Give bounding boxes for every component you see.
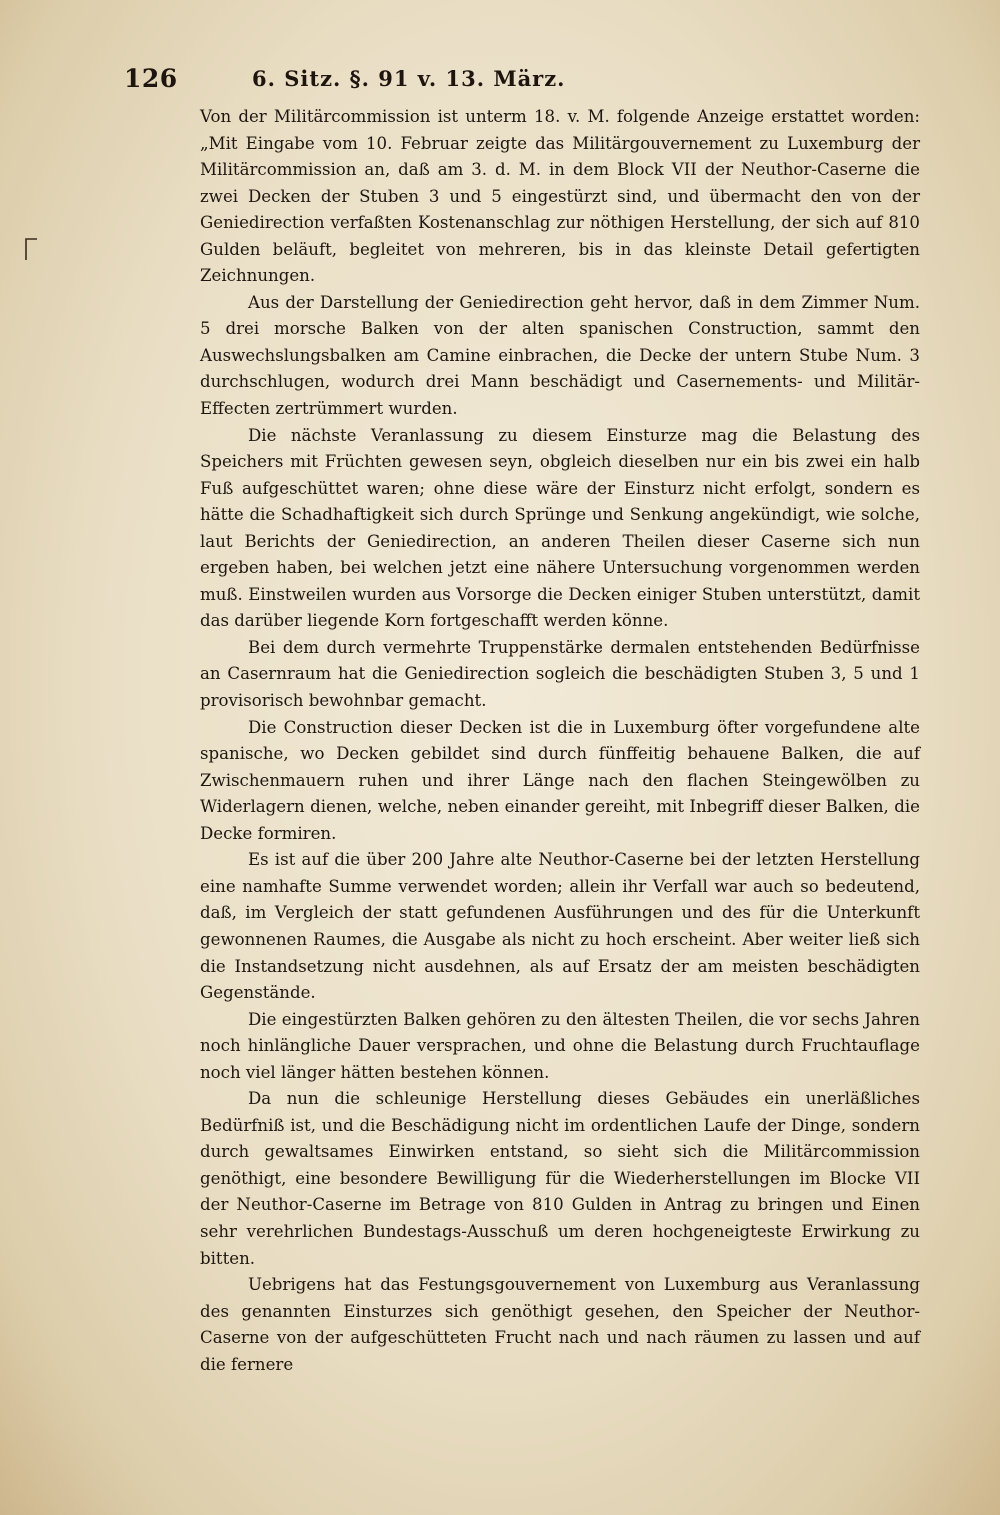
paragraph: Die Construction dieser Decken ist die in Luxemburg öfter vorgefundene alte spanische, wo Decken gebildet sind durch fünffeitig behauene Balken, die auf Zwischenmauern ruhen und ihrer Länge nach den flachen Steingewölben zu Widerlagern dienen, welche, neben einander gereiht, mit Inbegriff dieser Balken, die Decke formiren. <box>200 717 920 843</box>
paragraph: Von der Militärcommission ist unterm 18. v. M. folgende Anzeige erstattet worden: „Mit Eingabe vom 10. Februar zeigte das Militärgouvernement zu Luxemburg der Militärcommission an, daß am 3. d. M. in dem Block VII der Neuthor-Caserne die zwei Decken der Stuben 3 und 5 eingestürzt sind, und übermacht den von der Geniedirection verfaßten Kostenanschlag zur nöthigen Herstellung, der sich auf 810 Gulden beläuft, begleitet von mehreren, bis in das kleinste Detail gefertigten Zeichnungen. <box>200 107 920 286</box>
paragraph: Es ist auf die über 200 Jahre alte Neuthor-Caserne bei der letzten Herstellung eine namhafte Summe verwendet worden; allein ihr Verfall war auch so bedeutend, daß, im Vergleich der statt gefundenen Ausführungen und des für die Unterkunft gewonnenen Raumes, die Ausgabe als nicht zu hoch erscheint. Aber weiter ließ sich die Instandsetzung nicht ausdehnen, als auf Ersatz der am meisten beschädigten Gegenstände. <box>200 850 920 1003</box>
page-header <box>122 64 922 100</box>
running-head: 6. Sitz. §. 91 v. 13. März. <box>252 66 566 91</box>
margin-bracket-mark <box>22 236 40 262</box>
paragraph: Aus der Darstellung der Geniedirection geht hervor, daß in dem Zimmer Num. 5 drei morsche Balken von der alten spanischen Construction, sammt den Auswechslungsbalken am Camine einbrachen, die Decke der untern Stube Num. 3 durchschlugen, wodurch drei Mann beschädigt und Casernements- und Militär-Effecten zertrümmert wurden. <box>200 292 920 419</box>
page-number: 126 <box>124 64 178 93</box>
body-text <box>200 104 920 1378</box>
margin-bracket-icon <box>22 236 40 262</box>
paragraph: Da nun die schleunige Herstellung dieses Gebäudes ein unerläßliches Bedürfniß ist, und die Beschädigung nicht im ordentlichen Laufe der Dinge, sondern durch gewaltsames Einwirken entstand, so sieht sich die Militärcommission genöthigt, eine besondere Bewilligung für die Wiederherstellungen im Blocke VII der Neuthor-Caserne im Betrage von 810 Gulden in Antrag zu bringen und Einen sehr verehrlichen Bundestags-Ausschuß um deren hochgeneigteste Erwirkung zu bitten. <box>200 1089 920 1268</box>
paragraph: Uebrigens hat das Festungsgouvernement von Luxemburg aus Veranlassung des genannten Einsturzes sich genöthigt gesehen, den Speicher der Neuthor-Caserne von der aufgeschütteten Frucht nach und nach räumen zu lassen und auf die fernere <box>200 1275 920 1374</box>
paragraph: Die nächste Veranlassung zu diesem Einsturze mag die Belastung des Speichers mit Früchten gewesen seyn, obgleich dieselben nur ein bis zwei ein halb Fuß aufgeschüttet waren; ohne diese wäre der Einsturz nicht erfolgt, sondern es hätte die Schadhaftigkeit sich durch Sprünge und Senkung angekündigt, wie solche, laut Berichts der Geniedirection, an anderen Theilen dieser Caserne sich nun ergeben haben, bei welchen jetzt eine nähere Untersuchung vorgenommen werden muß. Einstweilen wurden aus Vorsorge die Decken einiger Stuben unterstützt, damit das darüber liegende Korn fortgeschafft werden könne. <box>200 425 920 631</box>
paragraph: Die eingestürzten Balken gehören zu den ältesten Theilen, die vor sechs Jahren noch hinlängliche Dauer versprachen, und ohne die Belastung durch Fruchtauflage noch viel länger hätten bestehen können. <box>200 1009 920 1082</box>
paragraph: Bei dem durch vermehrte Truppenstärke dermalen entstehenden Bedürfnisse an Casernraum hat die Geniedirection sogleich die beschädigten Stuben 3, 5 und 1 provisorisch bewohnbar gemacht. <box>200 637 920 711</box>
